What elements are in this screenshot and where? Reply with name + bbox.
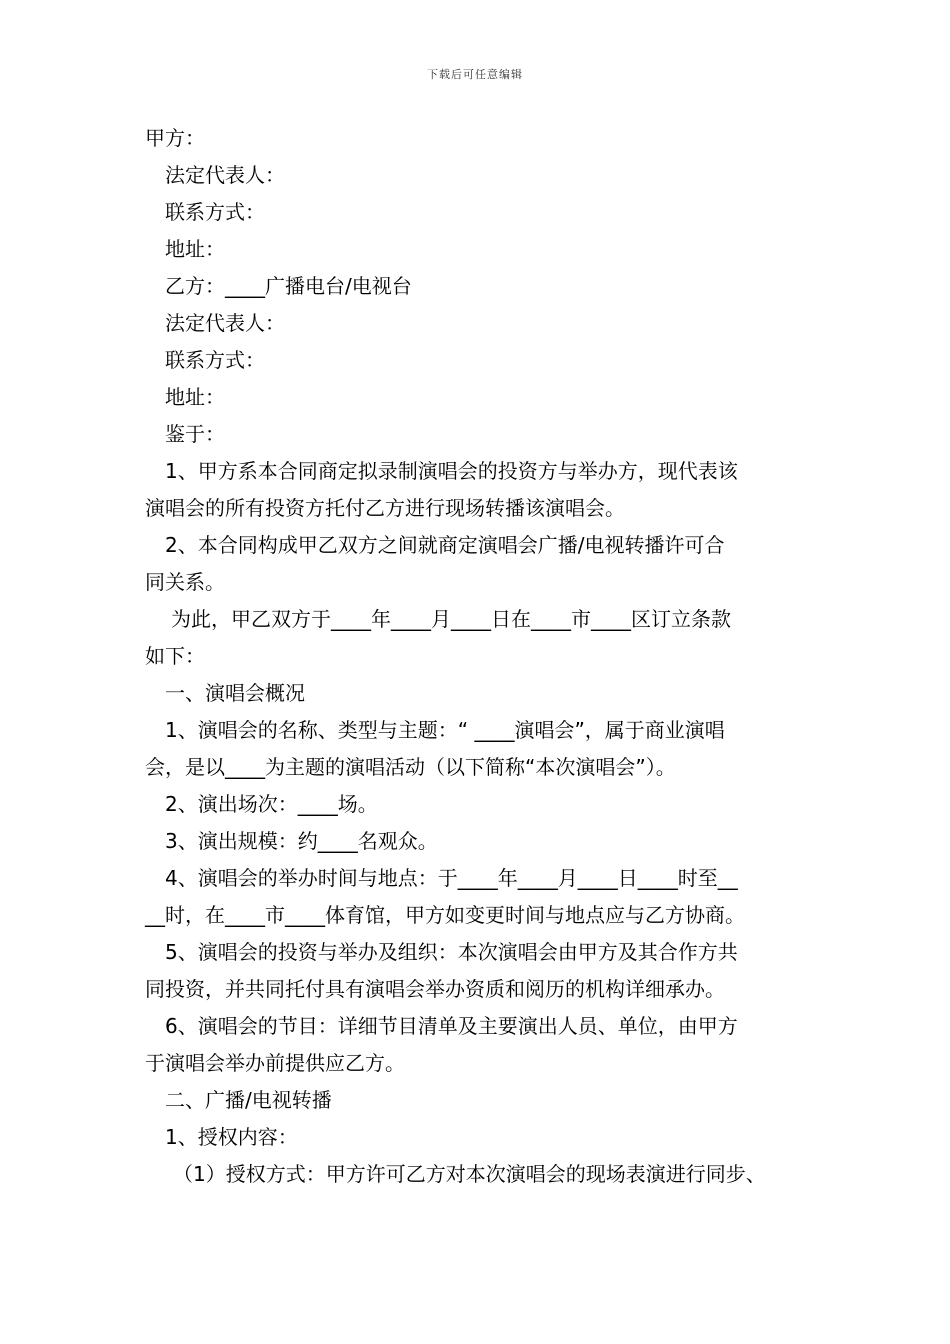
paragraph-line: 同关系。 [145,570,225,594]
contract-body [145,120,825,1193]
paragraph-line: 演唱会的所有投资方托付乙方进行现场转播该演唱会。 [145,496,625,520]
page-header-note: 下载后可任意编辑 [427,68,523,81]
paragraph-line: 会，是以____为主题的演唱活动（以下简称“本次演唱会”）。 [145,755,676,779]
paragraph-line: __时，在____市____体育馆，甲方如变更时间与地点应与乙方协商。 [145,903,745,927]
paragraph-line: 法定代表人： [165,163,285,187]
paragraph-line: 地址： [165,385,225,409]
paragraph-line: 地址： [165,237,225,261]
paragraph-line: 为此，甲乙双方于____年____月____日在____市____区订立条款 [171,607,731,631]
paragraph-line: 甲方： [145,126,205,150]
paragraph-line: 联系方式： [165,200,265,224]
paragraph-line: 3、演出规模：约____名观众。 [165,829,438,853]
paragraph-line: 联系方式： [165,348,265,372]
paragraph-line: 乙方：____广播电台/电视台 [165,274,412,298]
paragraph-line: 如下： [145,644,205,668]
paragraph-line: 2、演出场次：____场。 [165,792,378,816]
paragraph-line: 2、本合同构成甲乙双方之间就商定演唱会广播/电视转播许可合 [165,533,725,557]
paragraph-line: 6、演唱会的节目：详细节目清单及主要演出人员、单位，由甲方 [165,1014,738,1038]
section-heading: 二、广播/电视转播 [165,1088,332,1112]
paragraph-line: 5、演唱会的投资与举办及组织：本次演唱会由甲方及其合作方共 [165,940,738,964]
paragraph-line: 4、演唱会的举办时间与地点：于____年____月____日____时至__ [165,866,738,890]
paragraph-line: 1、甲方系本合同商定拟录制演唱会的投资方与举办方，现代表该 [165,459,738,483]
paragraph-line: 于演唱会举办前提供应乙方。 [145,1051,405,1075]
paragraph-line: 1、演唱会的名称、类型与主题：“ ____演唱会”，属于商业演唱 [165,718,725,742]
paragraph-line: 法定代表人： [165,311,285,335]
paragraph-line: 1、授权内容： [165,1125,298,1149]
paragraph-line: 同投资，并共同托付具有演唱会举办资质和阅历的机构详细承办。 [145,977,725,1001]
section-heading: 一、演唱会概况 [165,681,305,705]
paragraph-line: 鉴于： [165,422,225,446]
paragraph-line: （1）授权方式：甲方许可乙方对本次演唱会的现场表演进行同步、 [173,1162,766,1186]
